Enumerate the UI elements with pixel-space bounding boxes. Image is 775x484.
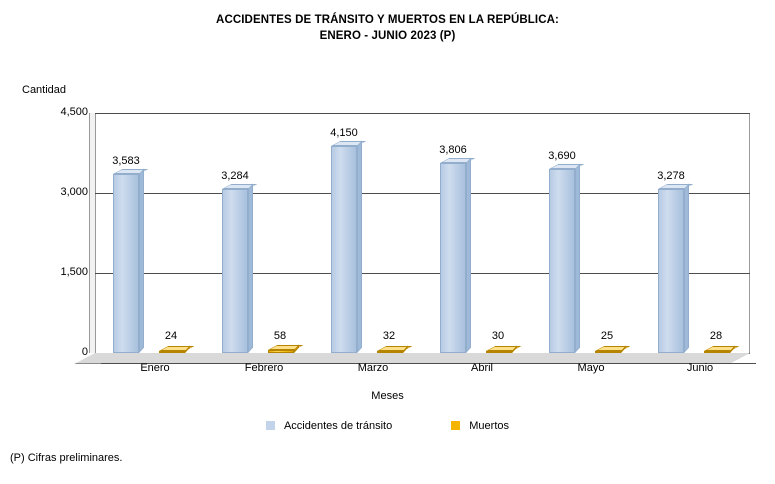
bar-group-enero bbox=[107, 113, 203, 353]
bar-side bbox=[466, 157, 471, 353]
bar-face bbox=[595, 351, 621, 353]
x-tick-mayo: Mayo bbox=[577, 362, 605, 374]
bar-label-muertos-enero: 24 bbox=[164, 330, 178, 342]
y-tick-4500: 4,500 bbox=[60, 106, 88, 118]
bar-accidentes-mayo[interactable] bbox=[549, 169, 575, 353]
bar-group-junio bbox=[652, 113, 748, 353]
bar-label-accidentes-febrero: 3,284 bbox=[221, 170, 249, 182]
chart-title-line1: ACCIDENTES DE TRÁNSITO Y MUERTOS EN LA REPÚBLICA: bbox=[216, 14, 559, 26]
y-tick-1500: 1,500 bbox=[60, 266, 88, 278]
bar-label-muertos-junio: 28 bbox=[709, 330, 723, 342]
chart-title-line2: ENERO - JUNIO 2023 (P) bbox=[319, 30, 456, 42]
bar-group-mayo bbox=[543, 113, 639, 353]
bar-face bbox=[113, 174, 139, 353]
x-tick-enero: Enero bbox=[140, 362, 170, 374]
bar-muertos-enero[interactable] bbox=[159, 351, 185, 353]
bar-group-marzo bbox=[325, 113, 421, 353]
footnote: (P) Cifras preliminares. bbox=[10, 452, 123, 464]
bar-accidentes-abril[interactable] bbox=[440, 163, 466, 353]
x-tick-febrero: Febrero bbox=[244, 362, 284, 374]
bar-face bbox=[222, 189, 248, 353]
bar-label-accidentes-junio: 3,278 bbox=[657, 170, 685, 182]
bar-face bbox=[486, 351, 512, 353]
bar-label-muertos-mayo: 25 bbox=[600, 330, 614, 342]
x-tick-junio: Junio bbox=[686, 362, 714, 374]
x-tick-abril: Abril bbox=[470, 362, 493, 374]
bar-label-muertos-febrero: 58 bbox=[273, 330, 287, 342]
bar-side bbox=[575, 163, 580, 353]
bar-label-accidentes-abril: 3,806 bbox=[439, 144, 467, 156]
bar-muertos-abril[interactable] bbox=[486, 351, 512, 353]
bar-face bbox=[440, 163, 466, 353]
x-axis-ticks bbox=[95, 362, 750, 378]
bar-accidentes-marzo[interactable] bbox=[331, 146, 357, 353]
legend-label-accidentes: Accidentes de tránsito bbox=[283, 420, 393, 432]
bar-muertos-junio[interactable] bbox=[704, 351, 730, 353]
bar-group-febrero bbox=[216, 113, 312, 353]
legend-item-muertos[interactable] bbox=[451, 420, 509, 432]
bar-groups bbox=[95, 113, 750, 353]
bar-face bbox=[377, 351, 403, 353]
legend-swatch-icon-accidentes bbox=[266, 421, 275, 430]
x-axis-label: Meses bbox=[371, 390, 404, 402]
bar-accidentes-febrero[interactable] bbox=[222, 189, 248, 353]
bar-accidentes-enero[interactable] bbox=[113, 174, 139, 353]
x-tick-marzo: Marzo bbox=[357, 362, 389, 374]
bar-face bbox=[331, 146, 357, 353]
bar-label-accidentes-marzo: 4,150 bbox=[330, 127, 358, 139]
y-tick-3000: 3,000 bbox=[60, 186, 88, 198]
bar-label-muertos-abril: 30 bbox=[491, 330, 505, 342]
bar-face bbox=[549, 169, 575, 353]
bar-muertos-febrero[interactable] bbox=[268, 350, 294, 353]
chart-title bbox=[0, 12, 775, 44]
bar-face bbox=[704, 351, 730, 353]
bar-side bbox=[248, 183, 253, 353]
y-tick-0: 0 bbox=[81, 346, 88, 358]
bar-muertos-mayo[interactable] bbox=[595, 351, 621, 353]
bar-muertos-marzo[interactable] bbox=[377, 351, 403, 353]
y-axis-label: Cantidad bbox=[22, 84, 67, 96]
bar-accidentes-junio[interactable] bbox=[658, 189, 684, 353]
bar-group-abril bbox=[434, 113, 530, 353]
chart-legend bbox=[0, 420, 775, 432]
legend-swatch-icon-muertos bbox=[451, 421, 460, 430]
y-axis-ticks bbox=[20, 106, 88, 358]
legend-item-accidentes[interactable] bbox=[266, 420, 392, 432]
legend-label-muertos: Muertos bbox=[469, 420, 510, 432]
bar-face bbox=[658, 189, 684, 353]
bar-label-accidentes-mayo: 3,690 bbox=[548, 150, 576, 162]
bar-label-muertos-marzo: 32 bbox=[382, 330, 396, 342]
plot-area bbox=[95, 113, 750, 353]
bar-face bbox=[268, 350, 294, 353]
bar-face bbox=[159, 351, 185, 353]
bar-side bbox=[357, 140, 362, 353]
bar-side bbox=[139, 168, 144, 353]
bar-label-accidentes-enero: 3,583 bbox=[112, 155, 140, 167]
bar-side bbox=[684, 183, 689, 353]
